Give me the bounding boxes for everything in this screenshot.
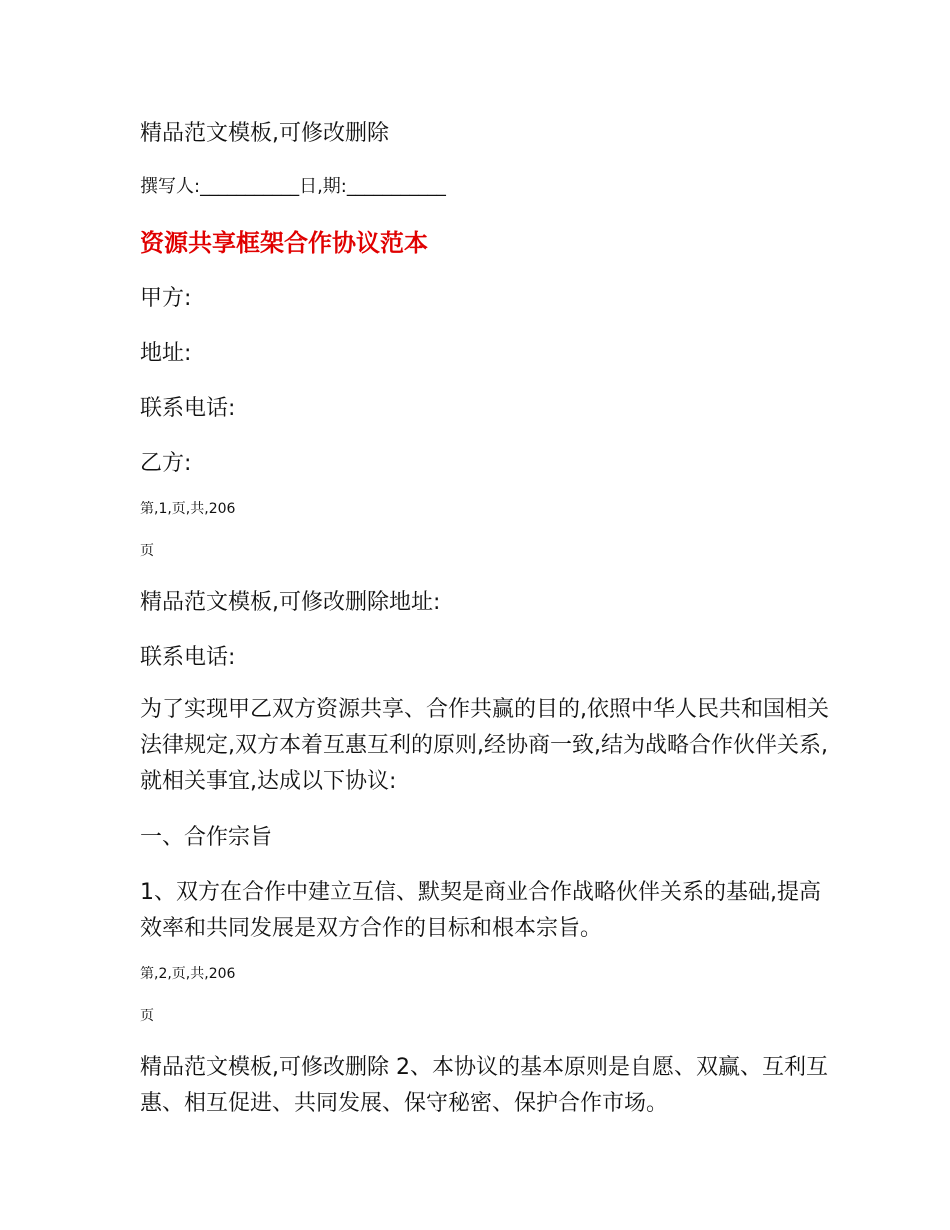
intro-paragraph: 为了实现甲乙双方资源共享、合作共赢的目的,依照中华人民共和国相关法律规定,双方本着互惠互利的原则,经协商一致,结为战略合作伙伴关系,就相关事宜,达成以下协议: bbox=[140, 697, 829, 794]
page-footer-2-continued: 页 bbox=[140, 1008, 154, 1024]
template-header-with-clause-two: 精品范文模板,可修改删除 2、本协议的基本原则是自愿、双赢、互利互惠、相互促进、共同发展、保守秘密、保护合作市场。 bbox=[140, 1055, 828, 1116]
clause-one: 1、双方在合作中建立互信、默契是商业合作战略伙伴关系的基础,提高效率和共同发展是双方合作的目标和根本宗旨。 bbox=[140, 880, 821, 941]
author-date-line: 撰写人:___________日,期:___________ bbox=[140, 176, 446, 197]
party-a-label: 甲方: bbox=[140, 286, 192, 311]
phone-label-second: 联系电话: bbox=[140, 645, 236, 670]
phone-label: 联系电话: bbox=[140, 396, 236, 421]
page-footer-1-continued: 页 bbox=[140, 543, 154, 559]
section-heading: 一、合作宗旨 bbox=[140, 825, 273, 850]
document-title: 资源共享框架合作协议范本 bbox=[140, 229, 428, 257]
template-header: 精品范文模板,可修改删除 bbox=[140, 121, 389, 146]
party-b-label: 乙方: bbox=[140, 451, 192, 476]
address-label: 地址: bbox=[140, 341, 192, 366]
template-header-with-address: 精品范文模板,可修改删除地址: bbox=[140, 590, 441, 615]
page-footer-1: 第,1,页,共,206 bbox=[140, 501, 236, 517]
page-footer-2: 第,2,页,共,206 bbox=[140, 966, 236, 982]
